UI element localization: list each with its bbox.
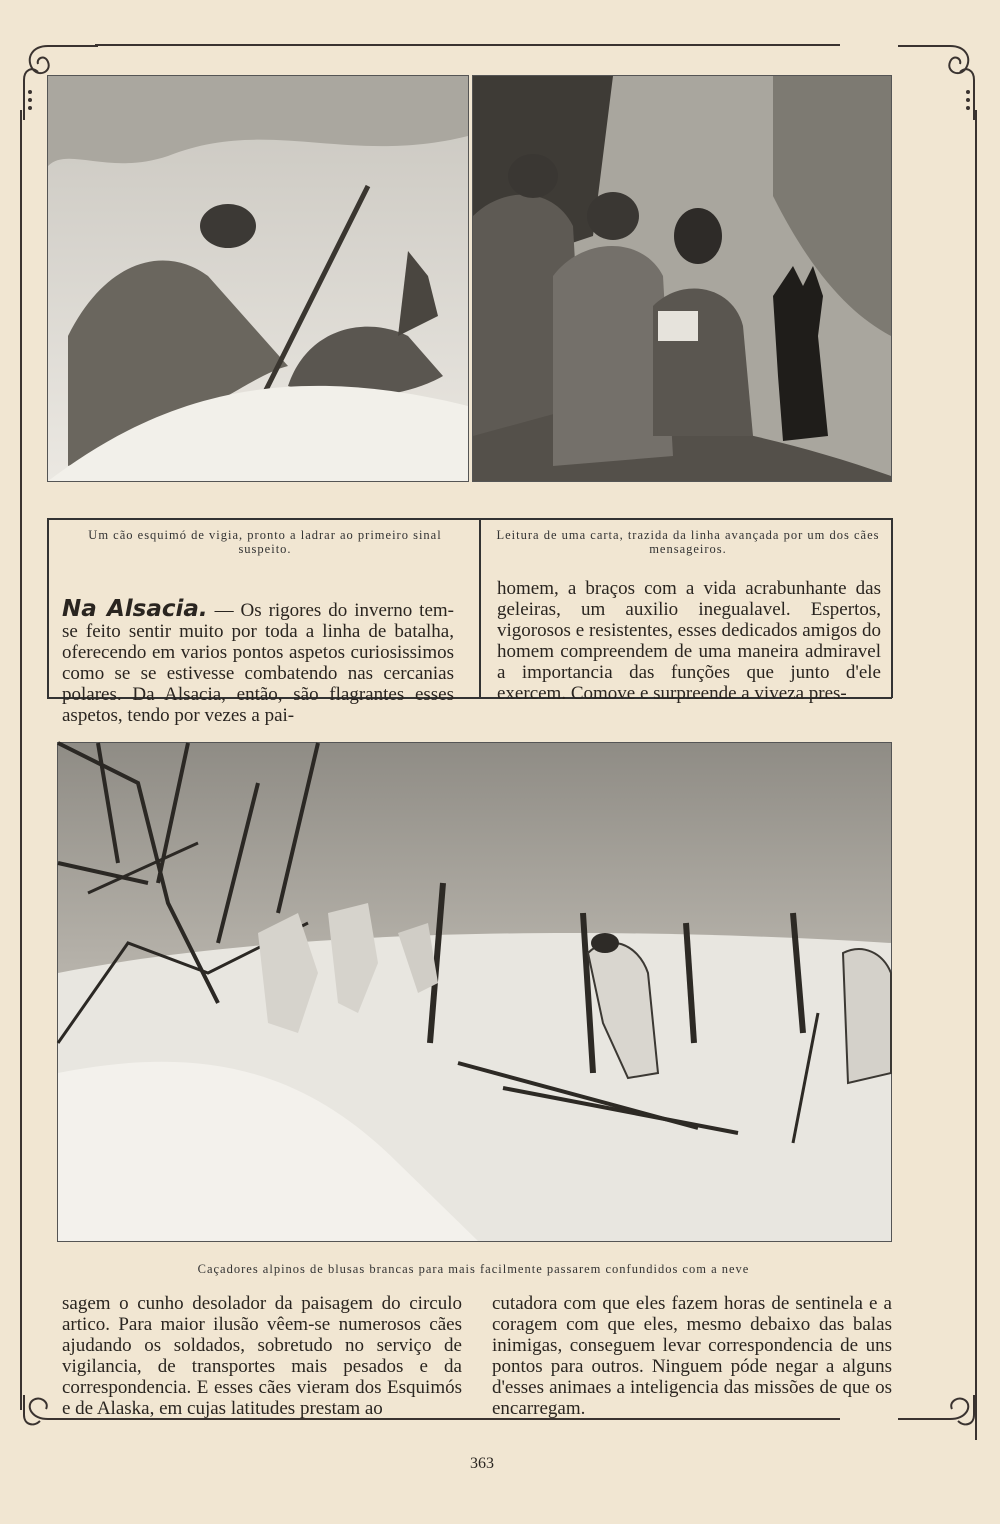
article-col1-top-text: — Os rigores do inverno tem-se feito sentir muito por toda a linha de batalha, oferecendo em varios pontos aspetos curiosissimos como se se estivesse combatendo nas cercanias polares. Da Alsacia, então, são flagrantes esses aspetos, tendo por vezes a pai- (62, 600, 454, 726)
page-number: 363 (470, 1455, 494, 1472)
caption-box-top-line (47, 518, 892, 520)
caption-photo2: Leitura de uma carta, trazida da linha avançada por um dos cães mensageiros. (496, 528, 880, 556)
caption-box-left-line (47, 518, 49, 698)
article-heading: Na Alsacia. (62, 596, 208, 622)
photo-eskimo-dog-sentry (47, 75, 469, 482)
photo-reading-letter (472, 75, 892, 482)
article-col1-bottom: sagem o cunho desolador da paisagem do circulo artico. Para maior ilusão vêem-se numerosos cães ajudando os soldados, sobretudo no serviço de vigilancia, de transportes mais pesados e da correspondencia. E esses cães vieram dos Esquimós e de Alaska, em cujas latitudes prestam ao (62, 1293, 462, 1419)
corner-ornament-bottom-right-icon (888, 1395, 980, 1445)
article-col2-bottom: cutadora com que eles fazem horas de sentinela e a coragem com que eles, mesmo debaixo das balas inimigas, conseguem levar correspondencia de uns pontos para outros. Ninguem póde negar a alguns d'esses animaes a inteligencia das missões de que os encarregam. (492, 1293, 892, 1419)
caption-photo3: Caçadores alpinos de blusas brancas para mais facilmente passarem confundidos com a neve (197, 1262, 750, 1276)
article-col1-top (62, 578, 454, 726)
frame-top-line (95, 44, 840, 46)
frame-left-line (20, 110, 22, 1410)
caption-box-divider (479, 518, 481, 698)
corner-ornament-top-right-icon (888, 40, 980, 120)
photo-alpine-hunters-skiing (57, 742, 892, 1242)
frame-right-line (975, 110, 977, 1440)
caption-box-right-line (891, 518, 893, 698)
caption-photo1: Um cão esquimó de vigia, pronto a ladrar ao primeiro sinal suspeito. (88, 528, 442, 556)
article-col2-top: homem, a braços com a vida acrabunhante das geleiras, um auxilio inegualavel. Espertos, vigorosos e resistentes, esses dedicados amigos do homem compreendem de uma maneira admiravel a importancia das funções que junto d'ele exercem. Comove e surpreende a viveza pres- (497, 578, 881, 704)
